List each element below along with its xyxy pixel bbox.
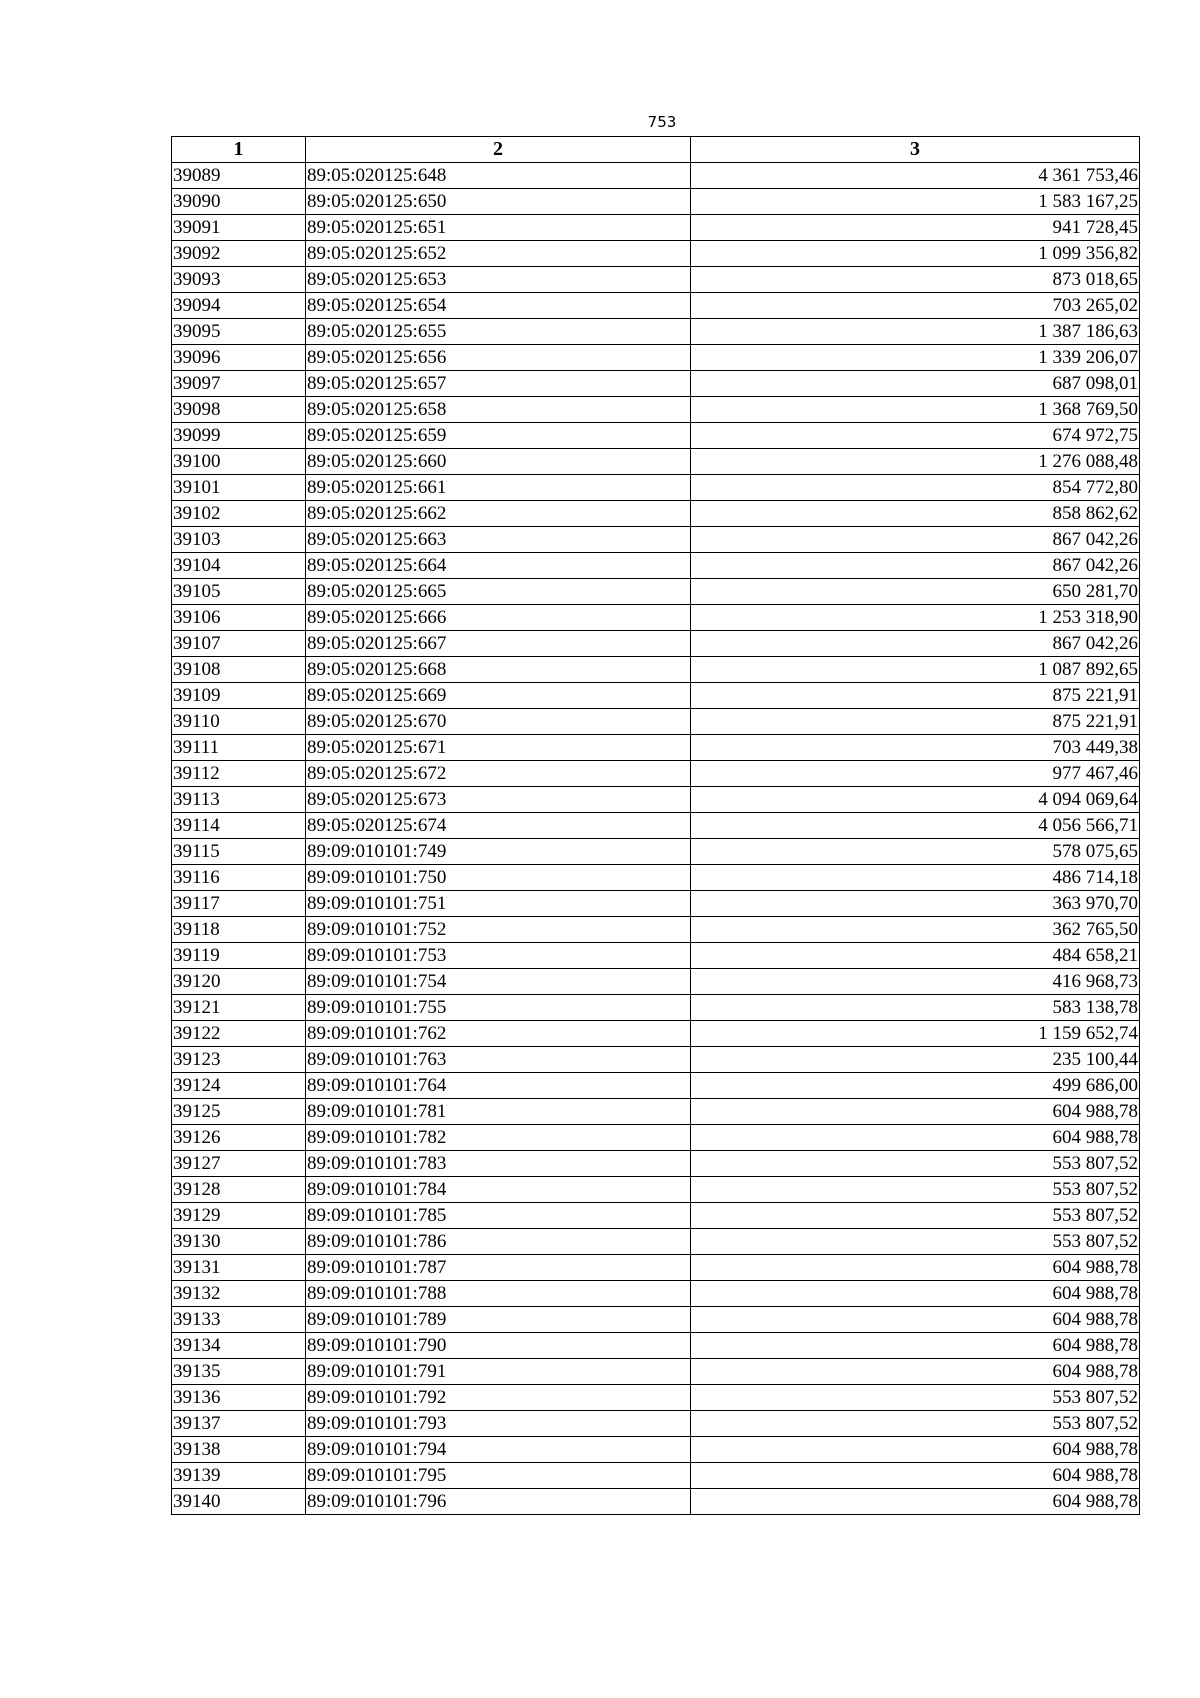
row-number-cell: 39138 bbox=[172, 1437, 306, 1463]
table-row bbox=[172, 683, 1140, 709]
table-row bbox=[172, 189, 1140, 215]
cadastral-number-cell: 89:05:020125:670 bbox=[306, 709, 691, 735]
table-row bbox=[172, 839, 1140, 865]
cadastral-number-cell: 89:05:020125:648 bbox=[306, 163, 691, 189]
column-header-3: 3 bbox=[691, 137, 1140, 163]
table-row bbox=[172, 293, 1140, 319]
cadastral-number-cell: 89:09:010101:789 bbox=[306, 1307, 691, 1333]
value-cell: 604 988,78 bbox=[691, 1255, 1140, 1281]
value-cell: 1 087 892,65 bbox=[691, 657, 1140, 683]
value-cell: 553 807,52 bbox=[691, 1151, 1140, 1177]
cadastral-number-cell: 89:09:010101:754 bbox=[306, 969, 691, 995]
table-row bbox=[172, 1255, 1140, 1281]
cadastral-number-cell: 89:09:010101:792 bbox=[306, 1385, 691, 1411]
row-number-cell: 39092 bbox=[172, 241, 306, 267]
table-row bbox=[172, 995, 1140, 1021]
row-number-cell: 39131 bbox=[172, 1255, 306, 1281]
cadastral-number-cell: 89:09:010101:783 bbox=[306, 1151, 691, 1177]
value-cell: 4 094 069,64 bbox=[691, 787, 1140, 813]
value-cell: 604 988,78 bbox=[691, 1359, 1140, 1385]
cadastral-number-cell: 89:09:010101:787 bbox=[306, 1255, 691, 1281]
value-cell: 1 253 318,90 bbox=[691, 605, 1140, 631]
table-row bbox=[172, 1463, 1140, 1489]
cadastral-number-cell: 89:09:010101:784 bbox=[306, 1177, 691, 1203]
value-cell: 687 098,01 bbox=[691, 371, 1140, 397]
cadastral-number-cell: 89:05:020125:667 bbox=[306, 631, 691, 657]
table-row bbox=[172, 1177, 1140, 1203]
table-row bbox=[172, 631, 1140, 657]
value-cell: 941 728,45 bbox=[691, 215, 1140, 241]
table-row bbox=[172, 813, 1140, 839]
table-row bbox=[172, 1385, 1140, 1411]
row-number-cell: 39112 bbox=[172, 761, 306, 787]
cadastral-number-cell: 89:09:010101:753 bbox=[306, 943, 691, 969]
table-row bbox=[172, 423, 1140, 449]
value-cell: 578 075,65 bbox=[691, 839, 1140, 865]
value-cell: 604 988,78 bbox=[691, 1125, 1140, 1151]
cadastral-number-cell: 89:09:010101:755 bbox=[306, 995, 691, 1021]
cadastral-number-cell: 89:09:010101:788 bbox=[306, 1281, 691, 1307]
row-number-cell: 39122 bbox=[172, 1021, 306, 1047]
row-number-cell: 39090 bbox=[172, 189, 306, 215]
row-number-cell: 39123 bbox=[172, 1047, 306, 1073]
cadastral-number-cell: 89:09:010101:749 bbox=[306, 839, 691, 865]
value-cell: 875 221,91 bbox=[691, 683, 1140, 709]
table-row bbox=[172, 397, 1140, 423]
table-row bbox=[172, 1411, 1140, 1437]
cadastral-number-cell: 89:05:020125:653 bbox=[306, 267, 691, 293]
row-number-cell: 39136 bbox=[172, 1385, 306, 1411]
value-cell: 416 968,73 bbox=[691, 969, 1140, 995]
value-cell: 604 988,78 bbox=[691, 1437, 1140, 1463]
value-cell: 867 042,26 bbox=[691, 527, 1140, 553]
cadastral-number-cell: 89:05:020125:657 bbox=[306, 371, 691, 397]
cadastral-number-cell: 89:05:020125:655 bbox=[306, 319, 691, 345]
cadastral-number-cell: 89:09:010101:751 bbox=[306, 891, 691, 917]
value-cell: 854 772,80 bbox=[691, 475, 1140, 501]
row-number-cell: 39094 bbox=[172, 293, 306, 319]
row-number-cell: 39095 bbox=[172, 319, 306, 345]
value-cell: 499 686,00 bbox=[691, 1073, 1140, 1099]
cadastral-number-cell: 89:05:020125:666 bbox=[306, 605, 691, 631]
row-number-cell: 39126 bbox=[172, 1125, 306, 1151]
cadastral-number-cell: 89:09:010101:763 bbox=[306, 1047, 691, 1073]
table-row bbox=[172, 657, 1140, 683]
table-row bbox=[172, 891, 1140, 917]
row-number-cell: 39121 bbox=[172, 995, 306, 1021]
value-cell: 4 361 753,46 bbox=[691, 163, 1140, 189]
row-number-cell: 39132 bbox=[172, 1281, 306, 1307]
row-number-cell: 39102 bbox=[172, 501, 306, 527]
row-number-cell: 39109 bbox=[172, 683, 306, 709]
row-number-cell: 39117 bbox=[172, 891, 306, 917]
table-row bbox=[172, 1099, 1140, 1125]
row-number-cell: 39116 bbox=[172, 865, 306, 891]
table-row bbox=[172, 1281, 1140, 1307]
cadastral-number-cell: 89:09:010101:795 bbox=[306, 1463, 691, 1489]
table-row bbox=[172, 527, 1140, 553]
cadastral-number-cell: 89:05:020125:659 bbox=[306, 423, 691, 449]
value-cell: 1 387 186,63 bbox=[691, 319, 1140, 345]
table-row bbox=[172, 449, 1140, 475]
value-cell: 604 988,78 bbox=[691, 1333, 1140, 1359]
row-number-cell: 39105 bbox=[172, 579, 306, 605]
table-row bbox=[172, 345, 1140, 371]
cadastral-number-cell: 89:09:010101:790 bbox=[306, 1333, 691, 1359]
value-cell: 858 862,62 bbox=[691, 501, 1140, 527]
row-number-cell: 39125 bbox=[172, 1099, 306, 1125]
row-number-cell: 39115 bbox=[172, 839, 306, 865]
row-number-cell: 39091 bbox=[172, 215, 306, 241]
value-cell: 553 807,52 bbox=[691, 1177, 1140, 1203]
cadastral-number-cell: 89:05:020125:668 bbox=[306, 657, 691, 683]
table-row bbox=[172, 1333, 1140, 1359]
cadastral-number-cell: 89:09:010101:764 bbox=[306, 1073, 691, 1099]
value-cell: 4 056 566,71 bbox=[691, 813, 1140, 839]
cadastral-number-cell: 89:09:010101:796 bbox=[306, 1489, 691, 1515]
table-row bbox=[172, 241, 1140, 267]
table-row bbox=[172, 1203, 1140, 1229]
row-number-cell: 39127 bbox=[172, 1151, 306, 1177]
table-header bbox=[172, 137, 1140, 163]
cadastral-number-cell: 89:05:020125:651 bbox=[306, 215, 691, 241]
cadastral-number-cell: 89:09:010101:786 bbox=[306, 1229, 691, 1255]
row-number-cell: 39124 bbox=[172, 1073, 306, 1099]
value-cell: 362 765,50 bbox=[691, 917, 1140, 943]
cadastral-number-cell: 89:05:020125:669 bbox=[306, 683, 691, 709]
table-row bbox=[172, 735, 1140, 761]
registry-table bbox=[171, 136, 1140, 1515]
value-cell: 604 988,78 bbox=[691, 1463, 1140, 1489]
table-row bbox=[172, 215, 1140, 241]
cadastral-number-cell: 89:09:010101:785 bbox=[306, 1203, 691, 1229]
value-cell: 875 221,91 bbox=[691, 709, 1140, 735]
row-number-cell: 39114 bbox=[172, 813, 306, 839]
cadastral-number-cell: 89:09:010101:782 bbox=[306, 1125, 691, 1151]
row-number-cell: 39108 bbox=[172, 657, 306, 683]
value-cell: 235 100,44 bbox=[691, 1047, 1140, 1073]
table-row bbox=[172, 709, 1140, 735]
row-number-cell: 39140 bbox=[172, 1489, 306, 1515]
value-cell: 873 018,65 bbox=[691, 267, 1140, 293]
cadastral-number-cell: 89:05:020125:662 bbox=[306, 501, 691, 527]
value-cell: 604 988,78 bbox=[691, 1281, 1140, 1307]
row-number-cell: 39130 bbox=[172, 1229, 306, 1255]
table-row bbox=[172, 319, 1140, 345]
table-row bbox=[172, 501, 1140, 527]
value-cell: 553 807,52 bbox=[691, 1411, 1140, 1437]
row-number-cell: 39099 bbox=[172, 423, 306, 449]
value-cell: 604 988,78 bbox=[691, 1307, 1140, 1333]
value-cell: 553 807,52 bbox=[691, 1385, 1140, 1411]
row-number-cell: 39118 bbox=[172, 917, 306, 943]
cadastral-number-cell: 89:09:010101:791 bbox=[306, 1359, 691, 1385]
row-number-cell: 39100 bbox=[172, 449, 306, 475]
column-header-2: 2 bbox=[306, 137, 691, 163]
cadastral-number-cell: 89:05:020125:660 bbox=[306, 449, 691, 475]
row-number-cell: 39129 bbox=[172, 1203, 306, 1229]
value-cell: 1 276 088,48 bbox=[691, 449, 1140, 475]
row-number-cell: 39093 bbox=[172, 267, 306, 293]
value-cell: 867 042,26 bbox=[691, 553, 1140, 579]
row-number-cell: 39089 bbox=[172, 163, 306, 189]
row-number-cell: 39128 bbox=[172, 1177, 306, 1203]
value-cell: 363 970,70 bbox=[691, 891, 1140, 917]
value-cell: 674 972,75 bbox=[691, 423, 1140, 449]
cadastral-number-cell: 89:05:020125:658 bbox=[306, 397, 691, 423]
value-cell: 604 988,78 bbox=[691, 1099, 1140, 1125]
value-cell: 583 138,78 bbox=[691, 995, 1140, 1021]
row-number-cell: 39103 bbox=[172, 527, 306, 553]
table-row bbox=[172, 1073, 1140, 1099]
row-number-cell: 39133 bbox=[172, 1307, 306, 1333]
value-cell: 486 714,18 bbox=[691, 865, 1140, 891]
row-number-cell: 39104 bbox=[172, 553, 306, 579]
row-number-cell: 39134 bbox=[172, 1333, 306, 1359]
value-cell: 604 988,78 bbox=[691, 1489, 1140, 1515]
cadastral-number-cell: 89:05:020125:652 bbox=[306, 241, 691, 267]
table-row bbox=[172, 943, 1140, 969]
value-cell: 867 042,26 bbox=[691, 631, 1140, 657]
cadastral-number-cell: 89:05:020125:674 bbox=[306, 813, 691, 839]
cadastral-number-cell: 89:05:020125:664 bbox=[306, 553, 691, 579]
table-row bbox=[172, 579, 1140, 605]
table-row bbox=[172, 267, 1140, 293]
row-number-cell: 39113 bbox=[172, 787, 306, 813]
cadastral-number-cell: 89:05:020125:671 bbox=[306, 735, 691, 761]
row-number-cell: 39096 bbox=[172, 345, 306, 371]
table-row bbox=[172, 1021, 1140, 1047]
row-number-cell: 39139 bbox=[172, 1463, 306, 1489]
value-cell: 703 265,02 bbox=[691, 293, 1140, 319]
value-cell: 703 449,38 bbox=[691, 735, 1140, 761]
row-number-cell: 39097 bbox=[172, 371, 306, 397]
row-number-cell: 39137 bbox=[172, 1411, 306, 1437]
row-number-cell: 39111 bbox=[172, 735, 306, 761]
row-number-cell: 39120 bbox=[172, 969, 306, 995]
column-header-1: 1 bbox=[172, 137, 306, 163]
cadastral-number-cell: 89:05:020125:673 bbox=[306, 787, 691, 813]
value-cell: 1 099 356,82 bbox=[691, 241, 1140, 267]
table-row bbox=[172, 1229, 1140, 1255]
row-number-cell: 39098 bbox=[172, 397, 306, 423]
value-cell: 977 467,46 bbox=[691, 761, 1140, 787]
table-row bbox=[172, 1125, 1140, 1151]
table-row bbox=[172, 1359, 1140, 1385]
value-cell: 484 658,21 bbox=[691, 943, 1140, 969]
cadastral-number-cell: 89:09:010101:793 bbox=[306, 1411, 691, 1437]
cadastral-number-cell: 89:09:010101:750 bbox=[306, 865, 691, 891]
table-row bbox=[172, 1437, 1140, 1463]
table-row bbox=[172, 917, 1140, 943]
row-number-cell: 39101 bbox=[172, 475, 306, 501]
value-cell: 1 159 652,74 bbox=[691, 1021, 1140, 1047]
table-row bbox=[172, 475, 1140, 501]
table-row bbox=[172, 969, 1140, 995]
cadastral-number-cell: 89:05:020125:656 bbox=[306, 345, 691, 371]
table-row bbox=[172, 761, 1140, 787]
table-row bbox=[172, 865, 1140, 891]
value-cell: 553 807,52 bbox=[691, 1229, 1140, 1255]
table-row bbox=[172, 1047, 1140, 1073]
cadastral-number-cell: 89:05:020125:650 bbox=[306, 189, 691, 215]
table-row bbox=[172, 1489, 1140, 1515]
value-cell: 650 281,70 bbox=[691, 579, 1140, 605]
value-cell: 553 807,52 bbox=[691, 1203, 1140, 1229]
table-row bbox=[172, 371, 1140, 397]
cadastral-number-cell: 89:05:020125:661 bbox=[306, 475, 691, 501]
header-row bbox=[172, 137, 1140, 163]
row-number-cell: 39119 bbox=[172, 943, 306, 969]
value-cell: 1 583 167,25 bbox=[691, 189, 1140, 215]
cadastral-number-cell: 89:05:020125:663 bbox=[306, 527, 691, 553]
cadastral-number-cell: 89:09:010101:762 bbox=[306, 1021, 691, 1047]
cadastral-number-cell: 89:05:020125:654 bbox=[306, 293, 691, 319]
cadastral-number-cell: 89:05:020125:665 bbox=[306, 579, 691, 605]
page-number: 753 bbox=[647, 113, 677, 131]
table-row bbox=[172, 1151, 1140, 1177]
cadastral-number-cell: 89:09:010101:794 bbox=[306, 1437, 691, 1463]
value-cell: 1 339 206,07 bbox=[691, 345, 1140, 371]
cadastral-number-cell: 89:09:010101:781 bbox=[306, 1099, 691, 1125]
table-row bbox=[172, 787, 1140, 813]
table-row bbox=[172, 553, 1140, 579]
row-number-cell: 39107 bbox=[172, 631, 306, 657]
table-row bbox=[172, 605, 1140, 631]
table-body bbox=[172, 163, 1140, 1515]
cadastral-number-cell: 89:05:020125:672 bbox=[306, 761, 691, 787]
cadastral-number-cell: 89:09:010101:752 bbox=[306, 917, 691, 943]
row-number-cell: 39110 bbox=[172, 709, 306, 735]
row-number-cell: 39106 bbox=[172, 605, 306, 631]
table-row bbox=[172, 1307, 1140, 1333]
table-row bbox=[172, 163, 1140, 189]
row-number-cell: 39135 bbox=[172, 1359, 306, 1385]
value-cell: 1 368 769,50 bbox=[691, 397, 1140, 423]
